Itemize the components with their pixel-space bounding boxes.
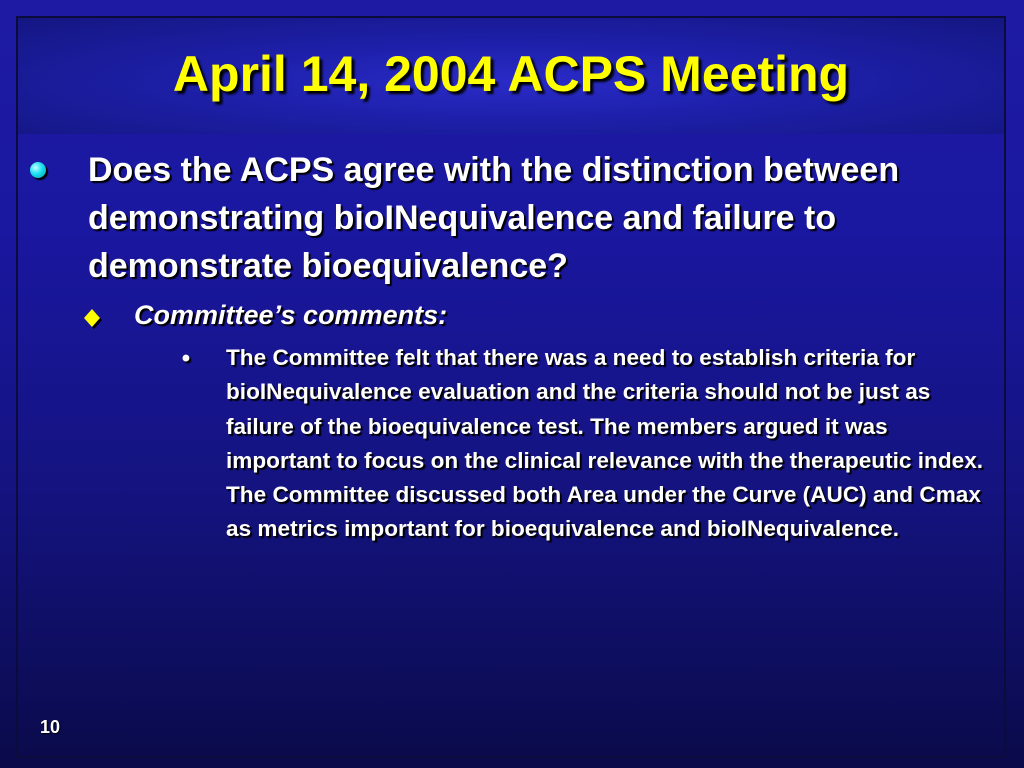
committee-comment-text: The Committee felt that there was a need to establish criteria for bioINequivalence evaluation and the criteria should not be just as failure of the bioequivalence test. The members argued it was important to focus on the clinical relevance with the therapeutic index. The Committee discussed both Area under the Curve (AUC) and Cmax as metrics important for bioequivalence and bioINequivalence. — [226, 345, 984, 542]
dot-bullet-icon: • — [181, 345, 191, 372]
diamond-icon — [82, 308, 104, 330]
round-bullet-icon — [28, 152, 48, 188]
page-number: 10 — [40, 717, 61, 737]
round-bullet-dot — [30, 162, 46, 178]
comments-heading: Committee’s comments: — [134, 300, 448, 330]
slide-title: April 14, 2004 ACPS Meeting — [172, 46, 850, 102]
main-question-text: Does the ACPS agree with the distinction between demonstrating bioINequivalence and failure to demonstrate bioequivalence? — [88, 151, 900, 285]
